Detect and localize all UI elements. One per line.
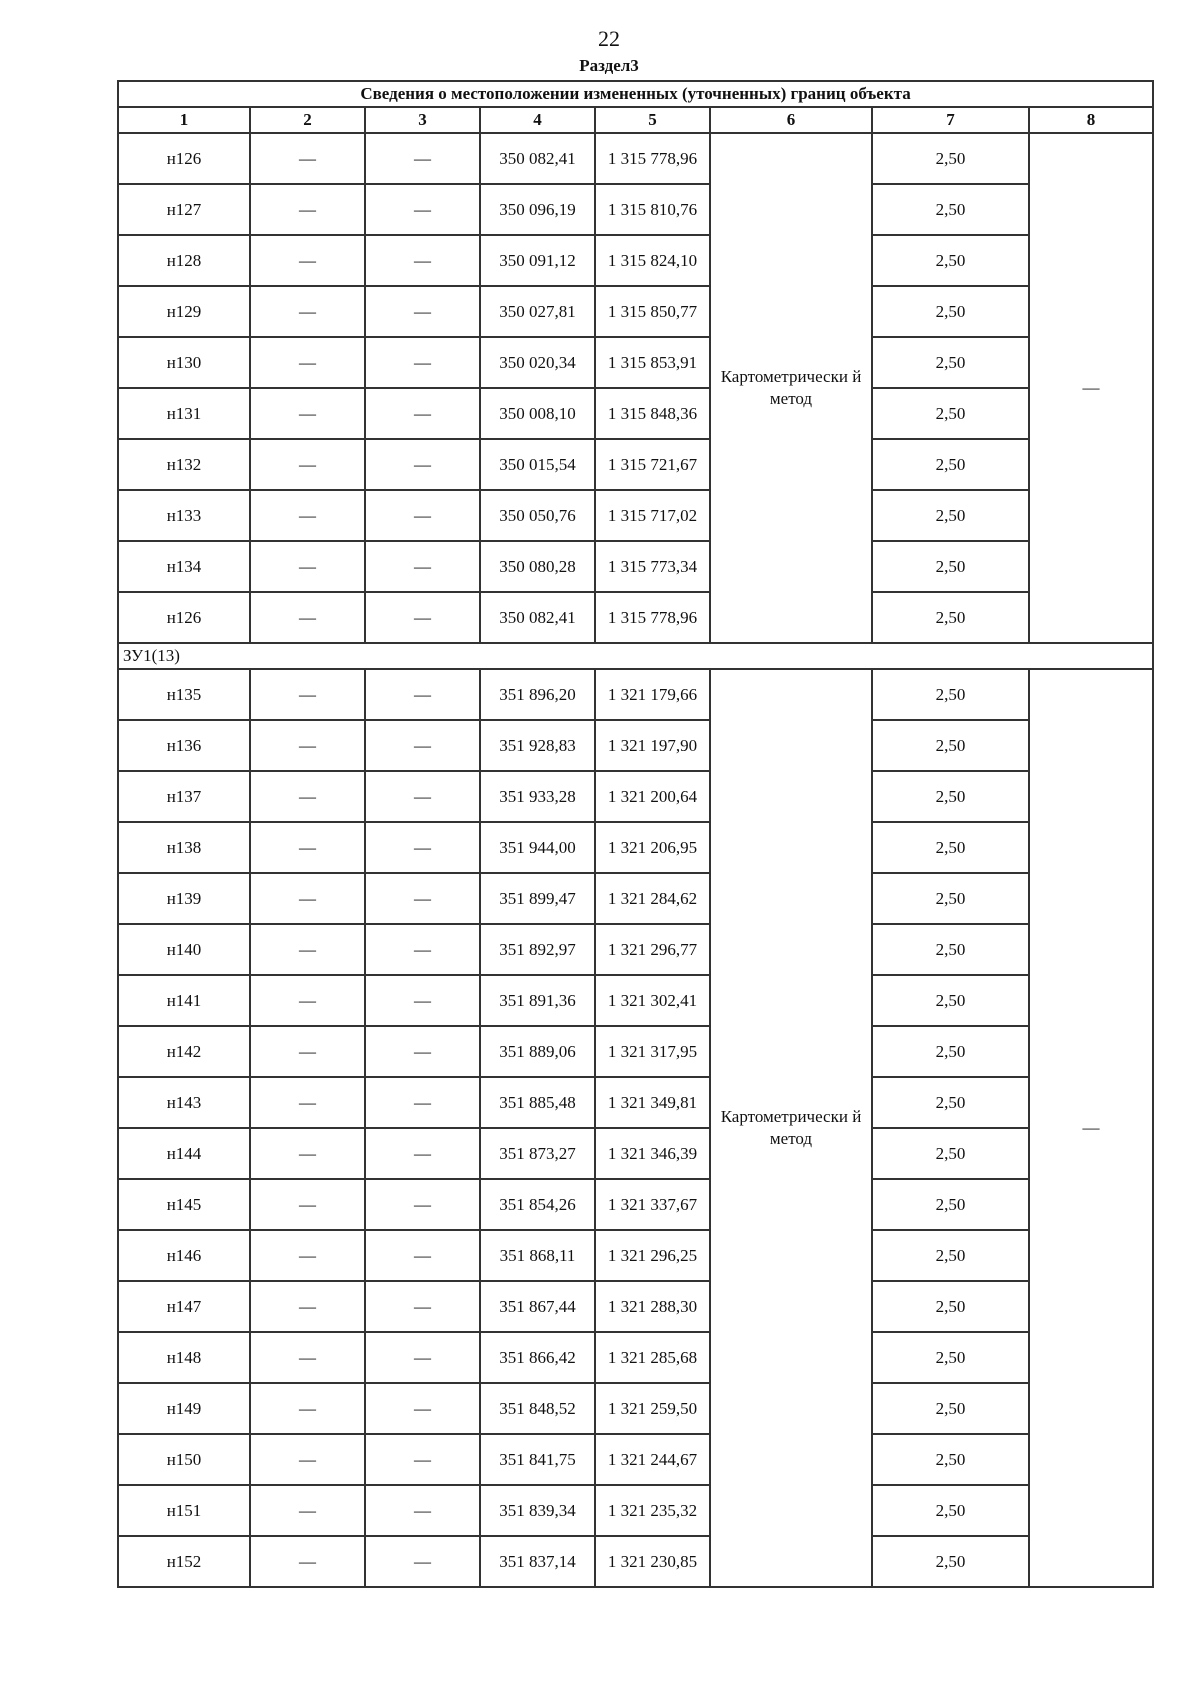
y-coordinate-cell: 1 321 235,32 <box>595 1485 710 1536</box>
column-header: 4 <box>480 107 595 133</box>
table-row <box>118 1026 1153 1077</box>
table-row <box>118 1077 1153 1128</box>
y-coordinate-cell: 1 321 296,77 <box>595 924 710 975</box>
accuracy-cell: 2,50 <box>872 1332 1029 1383</box>
y-coordinate-cell: 1 315 778,96 <box>595 592 710 643</box>
col3-cell: — <box>365 541 480 592</box>
col2-cell: — <box>250 1179 365 1230</box>
col3-cell: — <box>365 1128 480 1179</box>
y-coordinate-cell: 1 321 317,95 <box>595 1026 710 1077</box>
accuracy-cell: 2,50 <box>872 1536 1029 1587</box>
y-coordinate-cell: 1 315 848,36 <box>595 388 710 439</box>
point-id-cell: н126 <box>118 592 250 643</box>
col3-cell: — <box>365 1281 480 1332</box>
y-coordinate-cell: 1 321 244,67 <box>595 1434 710 1485</box>
table-row <box>118 439 1153 490</box>
x-coordinate-cell: 350 050,76 <box>480 490 595 541</box>
col8-cell: — <box>1029 133 1153 643</box>
y-coordinate-cell: 1 321 200,64 <box>595 771 710 822</box>
table-row <box>118 1536 1153 1587</box>
x-coordinate-cell: 351 889,06 <box>480 1026 595 1077</box>
table-row <box>118 1434 1153 1485</box>
table-caption: Сведения о местоположении измененных (уточненных) границ объекта <box>118 81 1153 107</box>
point-id-cell: н128 <box>118 235 250 286</box>
method-cell: Картометрически й метод <box>710 669 872 1587</box>
table-row <box>118 1179 1153 1230</box>
point-id-cell: н133 <box>118 490 250 541</box>
x-coordinate-cell: 351 839,34 <box>480 1485 595 1536</box>
table-row <box>118 822 1153 873</box>
table-row <box>118 1230 1153 1281</box>
y-coordinate-cell: 1 315 850,77 <box>595 286 710 337</box>
point-id-cell: н130 <box>118 337 250 388</box>
col2-cell: — <box>250 1434 365 1485</box>
y-coordinate-cell: 1 321 296,25 <box>595 1230 710 1281</box>
col3-cell: — <box>365 1536 480 1587</box>
col3-cell: — <box>365 439 480 490</box>
col2-cell: — <box>250 975 365 1026</box>
x-coordinate-cell: 350 015,54 <box>480 439 595 490</box>
col3-cell: — <box>365 1077 480 1128</box>
y-coordinate-cell: 1 321 302,41 <box>595 975 710 1026</box>
point-id-cell: н147 <box>118 1281 250 1332</box>
column-header: 5 <box>595 107 710 133</box>
point-id-cell: н126 <box>118 133 250 184</box>
y-coordinate-cell: 1 315 717,02 <box>595 490 710 541</box>
x-coordinate-cell: 351 899,47 <box>480 873 595 924</box>
x-coordinate-cell: 350 008,10 <box>480 388 595 439</box>
accuracy-cell: 2,50 <box>872 337 1029 388</box>
y-coordinate-cell: 1 321 259,50 <box>595 1383 710 1434</box>
accuracy-cell: 2,50 <box>872 924 1029 975</box>
table-row <box>118 1383 1153 1434</box>
x-coordinate-cell: 351 928,83 <box>480 720 595 771</box>
y-coordinate-cell: 1 321 206,95 <box>595 822 710 873</box>
y-coordinate-cell: 1 321 346,39 <box>595 1128 710 1179</box>
col2-cell: — <box>250 924 365 975</box>
x-coordinate-cell: 350 082,41 <box>480 133 595 184</box>
y-coordinate-cell: 1 321 230,85 <box>595 1536 710 1587</box>
col2-cell: — <box>250 235 365 286</box>
col3-cell: — <box>365 975 480 1026</box>
accuracy-cell: 2,50 <box>872 388 1029 439</box>
y-coordinate-cell: 1 315 853,91 <box>595 337 710 388</box>
x-coordinate-cell: 351 837,14 <box>480 1536 595 1587</box>
column-header: 6 <box>710 107 872 133</box>
accuracy-cell: 2,50 <box>872 1077 1029 1128</box>
point-id-cell: н143 <box>118 1077 250 1128</box>
col2-cell: — <box>250 720 365 771</box>
y-coordinate-cell: 1 315 824,10 <box>595 235 710 286</box>
x-coordinate-cell: 351 867,44 <box>480 1281 595 1332</box>
table-row <box>118 490 1153 541</box>
col2-cell: — <box>250 337 365 388</box>
accuracy-cell: 2,50 <box>872 873 1029 924</box>
x-coordinate-cell: 351 841,75 <box>480 1434 595 1485</box>
page-number: 22 <box>598 26 620 51</box>
column-header: 3 <box>365 107 480 133</box>
x-coordinate-cell: 350 080,28 <box>480 541 595 592</box>
point-id-cell: н140 <box>118 924 250 975</box>
accuracy-cell: 2,50 <box>872 720 1029 771</box>
col2-cell: — <box>250 1536 365 1587</box>
table-row <box>118 1332 1153 1383</box>
col3-cell: — <box>365 924 480 975</box>
x-coordinate-cell: 351 933,28 <box>480 771 595 822</box>
x-coordinate-cell: 351 854,26 <box>480 1179 595 1230</box>
col8-cell: — <box>1029 669 1153 1587</box>
table-row <box>118 720 1153 771</box>
accuracy-cell: 2,50 <box>872 490 1029 541</box>
x-coordinate-cell: 351 896,20 <box>480 669 595 720</box>
y-coordinate-cell: 1 321 197,90 <box>595 720 710 771</box>
accuracy-cell: 2,50 <box>872 1281 1029 1332</box>
y-coordinate-cell: 1 315 773,34 <box>595 541 710 592</box>
col2-cell: — <box>250 439 365 490</box>
col2-cell: — <box>250 541 365 592</box>
col3-cell: — <box>365 1179 480 1230</box>
point-id-cell: н146 <box>118 1230 250 1281</box>
boundary-table <box>117 80 1154 1588</box>
group-label: ЗУ1(13) <box>118 643 1153 669</box>
table-row <box>118 184 1153 235</box>
col3-cell: — <box>365 388 480 439</box>
col3-cell: — <box>365 720 480 771</box>
point-id-cell: н137 <box>118 771 250 822</box>
point-id-cell: н127 <box>118 184 250 235</box>
x-coordinate-cell: 351 944,00 <box>480 822 595 873</box>
table-row <box>118 337 1153 388</box>
point-id-cell: н129 <box>118 286 250 337</box>
accuracy-cell: 2,50 <box>872 439 1029 490</box>
table-row <box>118 541 1153 592</box>
x-coordinate-cell: 350 091,12 <box>480 235 595 286</box>
col2-cell: — <box>250 286 365 337</box>
col2-cell: — <box>250 822 365 873</box>
y-coordinate-cell: 1 321 284,62 <box>595 873 710 924</box>
col3-cell: — <box>365 822 480 873</box>
x-coordinate-cell: 351 866,42 <box>480 1332 595 1383</box>
point-id-cell: н144 <box>118 1128 250 1179</box>
point-id-cell: н145 <box>118 1179 250 1230</box>
point-id-cell: н135 <box>118 669 250 720</box>
method-cell: Картометрически й метод <box>710 133 872 643</box>
accuracy-cell: 2,50 <box>872 1026 1029 1077</box>
column-header: 2 <box>250 107 365 133</box>
col3-cell: — <box>365 490 480 541</box>
col3-cell: — <box>365 1383 480 1434</box>
x-coordinate-cell: 351 892,97 <box>480 924 595 975</box>
accuracy-cell: 2,50 <box>872 1383 1029 1434</box>
y-coordinate-cell: 1 315 721,67 <box>595 439 710 490</box>
col2-cell: — <box>250 1332 365 1383</box>
accuracy-cell: 2,50 <box>872 133 1029 184</box>
col3-cell: — <box>365 235 480 286</box>
point-id-cell: н152 <box>118 1536 250 1587</box>
group-label-row <box>118 643 1153 669</box>
col2-cell: — <box>250 490 365 541</box>
col2-cell: — <box>250 873 365 924</box>
point-id-cell: н136 <box>118 720 250 771</box>
accuracy-cell: 2,50 <box>872 1230 1029 1281</box>
point-id-cell: н138 <box>118 822 250 873</box>
col2-cell: — <box>250 1026 365 1077</box>
table-row <box>118 771 1153 822</box>
accuracy-cell: 2,50 <box>872 184 1029 235</box>
col2-cell: — <box>250 184 365 235</box>
point-id-cell: н134 <box>118 541 250 592</box>
column-header: 8 <box>1029 107 1153 133</box>
col2-cell: — <box>250 388 365 439</box>
col3-cell: — <box>365 1026 480 1077</box>
table-row <box>118 388 1153 439</box>
col3-cell: — <box>365 592 480 643</box>
x-coordinate-cell: 351 885,48 <box>480 1077 595 1128</box>
col2-cell: — <box>250 1230 365 1281</box>
y-coordinate-cell: 1 315 810,76 <box>595 184 710 235</box>
table-row <box>118 235 1153 286</box>
table-row <box>118 669 1153 720</box>
table-row <box>118 873 1153 924</box>
column-header-row <box>118 107 1153 133</box>
col3-cell: — <box>365 1434 480 1485</box>
point-id-cell: н132 <box>118 439 250 490</box>
table-caption-row <box>118 81 1153 107</box>
table-row <box>118 286 1153 337</box>
x-coordinate-cell: 351 848,52 <box>480 1383 595 1434</box>
accuracy-cell: 2,50 <box>872 235 1029 286</box>
accuracy-cell: 2,50 <box>872 541 1029 592</box>
col3-cell: — <box>365 873 480 924</box>
table-row <box>118 592 1153 643</box>
table-row <box>118 1485 1153 1536</box>
x-coordinate-cell: 351 873,27 <box>480 1128 595 1179</box>
accuracy-cell: 2,50 <box>872 975 1029 1026</box>
table-row <box>118 133 1153 184</box>
accuracy-cell: 2,50 <box>872 592 1029 643</box>
accuracy-cell: 2,50 <box>872 1179 1029 1230</box>
table-row <box>118 1128 1153 1179</box>
point-id-cell: н139 <box>118 873 250 924</box>
x-coordinate-cell: 350 020,34 <box>480 337 595 388</box>
y-coordinate-cell: 1 315 778,96 <box>595 133 710 184</box>
section-title: Раздел3 <box>579 56 639 75</box>
col3-cell: — <box>365 1230 480 1281</box>
col2-cell: — <box>250 1485 365 1536</box>
col2-cell: — <box>250 1383 365 1434</box>
y-coordinate-cell: 1 321 337,67 <box>595 1179 710 1230</box>
column-header: 1 <box>118 107 250 133</box>
y-coordinate-cell: 1 321 349,81 <box>595 1077 710 1128</box>
col2-cell: — <box>250 1281 365 1332</box>
accuracy-cell: 2,50 <box>872 771 1029 822</box>
point-id-cell: н148 <box>118 1332 250 1383</box>
col3-cell: — <box>365 286 480 337</box>
accuracy-cell: 2,50 <box>872 1485 1029 1536</box>
point-id-cell: н151 <box>118 1485 250 1536</box>
col2-cell: — <box>250 1077 365 1128</box>
y-coordinate-cell: 1 321 179,66 <box>595 669 710 720</box>
col2-cell: — <box>250 592 365 643</box>
accuracy-cell: 2,50 <box>872 822 1029 873</box>
col3-cell: — <box>365 1485 480 1536</box>
x-coordinate-cell: 351 891,36 <box>480 975 595 1026</box>
col3-cell: — <box>365 1332 480 1383</box>
col3-cell: — <box>365 669 480 720</box>
point-id-cell: н142 <box>118 1026 250 1077</box>
accuracy-cell: 2,50 <box>872 1128 1029 1179</box>
table-row <box>118 975 1153 1026</box>
column-header: 7 <box>872 107 1029 133</box>
accuracy-cell: 2,50 <box>872 1434 1029 1485</box>
table-row <box>118 1281 1153 1332</box>
point-id-cell: н141 <box>118 975 250 1026</box>
table-row <box>118 924 1153 975</box>
point-id-cell: н149 <box>118 1383 250 1434</box>
x-coordinate-cell: 350 096,19 <box>480 184 595 235</box>
point-id-cell: н150 <box>118 1434 250 1485</box>
accuracy-cell: 2,50 <box>872 669 1029 720</box>
x-coordinate-cell: 350 027,81 <box>480 286 595 337</box>
col2-cell: — <box>250 133 365 184</box>
y-coordinate-cell: 1 321 288,30 <box>595 1281 710 1332</box>
col3-cell: — <box>365 184 480 235</box>
accuracy-cell: 2,50 <box>872 286 1029 337</box>
y-coordinate-cell: 1 321 285,68 <box>595 1332 710 1383</box>
col2-cell: — <box>250 1128 365 1179</box>
x-coordinate-cell: 350 082,41 <box>480 592 595 643</box>
col3-cell: — <box>365 771 480 822</box>
col3-cell: — <box>365 133 480 184</box>
point-id-cell: н131 <box>118 388 250 439</box>
col2-cell: — <box>250 669 365 720</box>
x-coordinate-cell: 351 868,11 <box>480 1230 595 1281</box>
col2-cell: — <box>250 771 365 822</box>
col3-cell: — <box>365 337 480 388</box>
